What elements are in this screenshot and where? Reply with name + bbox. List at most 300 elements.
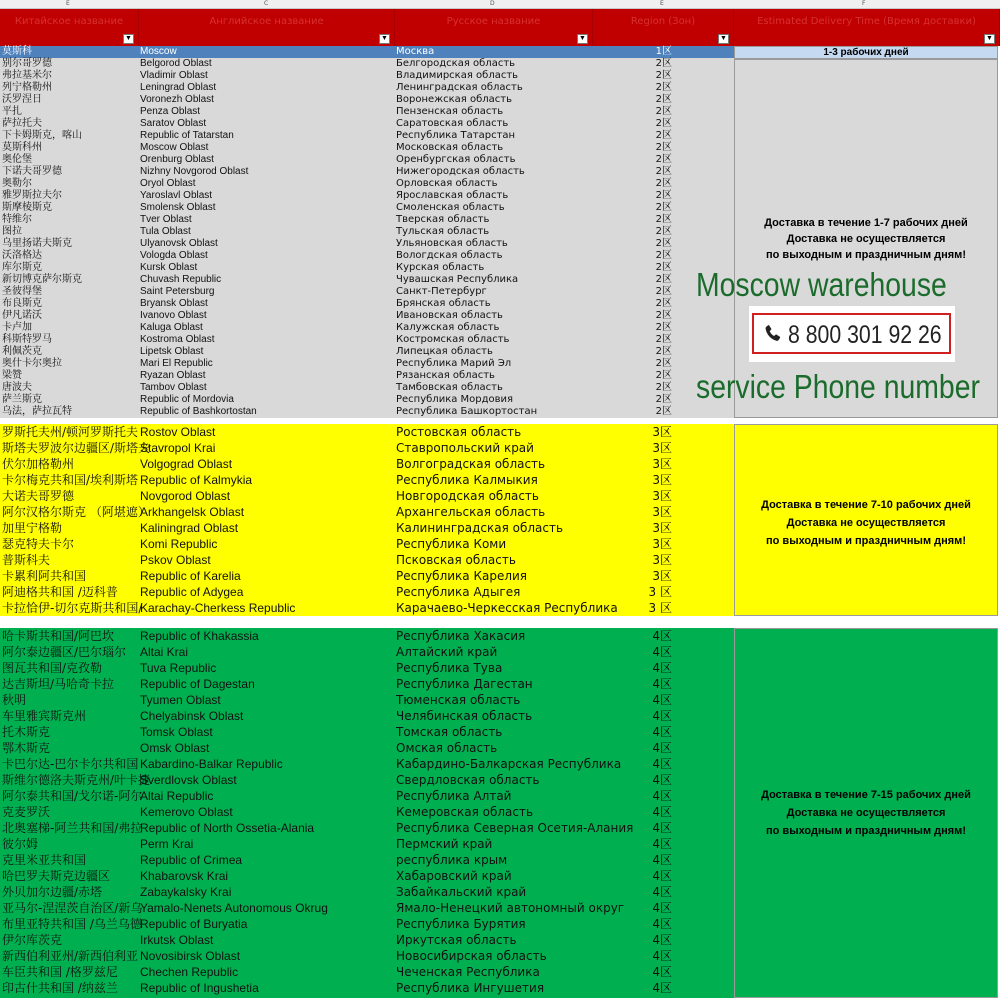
chinese-name-cell[interactable]: 布良斯克 <box>2 298 42 309</box>
english-name-cell[interactable]: Irkutsk Oblast <box>140 933 214 947</box>
region-cell[interactable]: 2区 <box>655 358 672 369</box>
table-row[interactable] <box>0 584 734 600</box>
english-name-cell[interactable]: Republic of Karelia <box>140 569 241 583</box>
english-name-cell[interactable]: Penza Oblast <box>140 106 201 117</box>
russian-name-cell[interactable]: Ямало-Ненецкий автономный округ <box>396 901 625 915</box>
column-letter[interactable]: F <box>862 0 866 7</box>
english-name-cell[interactable]: Chuvash Republic <box>140 274 222 285</box>
chinese-name-cell[interactable]: 萨兰斯克 <box>2 394 42 405</box>
chinese-name-cell[interactable]: 库尔斯克 <box>2 262 42 273</box>
region-cell[interactable]: 4区 <box>652 693 672 707</box>
russian-name-cell[interactable]: Республика Мордовия <box>396 394 514 405</box>
english-name-cell[interactable]: Saratov Oblast <box>140 118 207 129</box>
table-row[interactable] <box>0 46 734 58</box>
russian-name-cell[interactable]: Тверская область <box>396 214 490 225</box>
table-row[interactable] <box>0 852 734 868</box>
chinese-name-cell[interactable]: 达吉斯坦/马哈奇卡拉 <box>2 677 115 691</box>
table-row[interactable] <box>0 274 734 286</box>
region-cell[interactable]: 2区 <box>655 202 672 213</box>
table-row[interactable] <box>0 932 734 948</box>
russian-name-cell[interactable]: Алтайский край <box>396 645 498 659</box>
table-row[interactable] <box>0 900 734 916</box>
chinese-name-cell[interactable]: 莫斯科州 <box>2 142 42 153</box>
russian-name-cell[interactable]: Республика Дагестан <box>396 677 533 691</box>
region-cell[interactable]: 2区 <box>655 94 672 105</box>
table-row[interactable] <box>0 948 734 964</box>
table-row[interactable] <box>0 214 734 226</box>
chinese-name-cell[interactable]: 平扎 <box>2 106 22 117</box>
chinese-name-cell[interactable]: 北奥塞梯-阿兰共和国/弗拉 <box>2 821 143 835</box>
region-cell[interactable]: 4区 <box>652 821 672 835</box>
region-cell[interactable]: 2区 <box>655 178 672 189</box>
table-row[interactable] <box>0 724 734 740</box>
table-row[interactable] <box>0 346 734 358</box>
table-row[interactable] <box>0 262 734 274</box>
column-letter[interactable]: C <box>264 0 269 7</box>
table-row[interactable] <box>0 238 734 250</box>
chinese-name-cell[interactable]: 唐波夫 <box>2 382 32 393</box>
russian-name-cell[interactable]: Новосибирская область <box>396 949 547 963</box>
english-name-cell[interactable]: Republic of Buryatia <box>140 917 248 931</box>
chinese-name-cell[interactable]: 阿尔汉格尔斯克 （阿堪遮） <box>2 505 150 519</box>
region-cell[interactable]: 4区 <box>652 949 672 963</box>
russian-name-cell[interactable]: Смоленская область <box>396 202 505 213</box>
table-row[interactable] <box>0 310 734 322</box>
english-name-cell[interactable]: Tver Oblast <box>140 214 192 225</box>
english-name-cell[interactable]: Republic of Tatarstan <box>140 130 234 141</box>
chinese-name-cell[interactable]: 斯维尔德洛夫斯克州/叶卡捷 <box>2 773 151 787</box>
table-row[interactable] <box>0 178 734 190</box>
english-name-cell[interactable]: Kaluga Oblast <box>140 322 203 333</box>
english-name-cell[interactable]: Republic of Kalmykia <box>140 473 253 487</box>
english-name-cell[interactable]: Tambov Oblast <box>140 382 207 393</box>
region-cell[interactable]: 1区 <box>655 46 672 57</box>
russian-name-cell[interactable]: Костромская область <box>396 334 510 345</box>
russian-name-cell[interactable]: Ивановская область <box>396 310 503 321</box>
russian-name-cell[interactable]: Хабаровский край <box>396 869 512 883</box>
english-name-cell[interactable]: Karachay-Cherkess Republic <box>140 601 296 615</box>
english-name-cell[interactable]: Stavropol Krai <box>140 441 216 455</box>
russian-name-cell[interactable]: Пермский край <box>396 837 493 851</box>
russian-name-cell[interactable]: Томская область <box>396 725 503 739</box>
region-cell[interactable]: 3区 <box>652 569 672 583</box>
region-cell[interactable]: 2区 <box>655 70 672 81</box>
chinese-name-cell[interactable]: 卡卢加 <box>2 322 32 333</box>
region-cell[interactable]: 4区 <box>652 789 672 803</box>
chinese-name-cell[interactable]: 卡巴尔达-巴尔卡尔共和国 <box>2 757 139 771</box>
english-name-cell[interactable]: Yaroslavl Oblast <box>140 190 213 201</box>
chinese-name-cell[interactable]: 布里亚特共和国 /乌兰乌德 <box>2 917 142 931</box>
english-name-cell[interactable]: Nizhny Novgorod Oblast <box>140 166 249 177</box>
region-cell[interactable]: 2区 <box>655 154 672 165</box>
russian-name-cell[interactable]: Забайкальский край <box>396 885 527 899</box>
table-row[interactable] <box>0 472 734 488</box>
english-name-cell[interactable]: Altai Republic <box>140 789 214 803</box>
table-row[interactable] <box>0 868 734 884</box>
chinese-name-cell[interactable]: 奥伦堡 <box>2 154 32 165</box>
region-cell[interactable]: 2区 <box>655 370 672 381</box>
table-row[interactable] <box>0 298 734 310</box>
region-cell[interactable]: 2区 <box>655 226 672 237</box>
english-name-cell[interactable]: Tuva Republic <box>140 661 217 675</box>
english-name-cell[interactable]: Zabaykalsky Krai <box>140 885 232 899</box>
chinese-name-cell[interactable]: 图拉 <box>2 226 22 237</box>
english-name-cell[interactable]: Oryol Oblast <box>140 178 196 189</box>
russian-name-cell[interactable]: Иркутская область <box>396 933 517 947</box>
chinese-name-cell[interactable]: 鄂木斯克 <box>2 741 51 755</box>
english-name-cell[interactable]: Kostroma Oblast <box>140 334 215 345</box>
zone1-delivery-cell[interactable] <box>734 46 998 59</box>
region-cell[interactable]: 4区 <box>652 805 672 819</box>
table-row[interactable] <box>0 740 734 756</box>
region-cell[interactable]: 4区 <box>652 933 672 947</box>
russian-name-cell[interactable]: Волгоградская область <box>396 457 546 471</box>
region-cell[interactable]: 4区 <box>652 853 672 867</box>
russian-name-cell[interactable]: Московская область <box>396 142 504 153</box>
table-row[interactable] <box>0 836 734 852</box>
zone2-delivery-cell[interactable] <box>734 59 998 418</box>
english-name-cell[interactable]: Altai Krai <box>140 645 189 659</box>
region-cell[interactable]: 2区 <box>655 322 672 333</box>
table-row[interactable] <box>0 394 734 406</box>
region-cell[interactable]: 4区 <box>652 741 672 755</box>
russian-name-cell[interactable]: Республика Тува <box>396 661 503 675</box>
chinese-name-cell[interactable]: 罗斯托夫州/顿河罗斯托夫 <box>2 425 139 439</box>
table-row[interactable] <box>0 440 734 456</box>
chinese-name-cell[interactable]: 哈巴罗夫斯克边疆区 <box>2 869 111 883</box>
english-name-cell[interactable]: Moscow Oblast <box>140 142 209 153</box>
filter-dropdown-icon[interactable]: ▼ <box>577 34 588 44</box>
chinese-name-cell[interactable]: 卡尔梅克共和国/埃利斯塔 <box>2 473 139 487</box>
table-row[interactable] <box>0 660 734 676</box>
chinese-name-cell[interactable]: 下卡姆斯克，喀山 <box>2 130 82 141</box>
russian-name-cell[interactable]: Оренбургская область <box>396 154 516 165</box>
russian-name-cell[interactable]: Ставропольский край <box>396 441 534 455</box>
english-name-cell[interactable]: Smolensk Oblast <box>140 202 216 213</box>
region-cell[interactable]: 2区 <box>655 334 672 345</box>
chinese-name-cell[interactable]: 哈卡斯共和国/阿巴坎 <box>2 629 115 643</box>
table-row[interactable] <box>0 644 734 660</box>
region-cell[interactable]: 2区 <box>655 106 672 117</box>
russian-name-cell[interactable]: Архангельская область <box>396 505 546 519</box>
chinese-name-cell[interactable]: 伏尔加格勒州 <box>2 457 75 471</box>
english-name-cell[interactable]: Kursk Oblast <box>140 262 198 273</box>
region-cell[interactable]: 2区 <box>655 262 672 273</box>
russian-name-cell[interactable]: Ульяновская область <box>396 238 508 249</box>
region-cell[interactable]: 2区 <box>655 310 672 321</box>
region-cell[interactable]: 3区 <box>652 537 672 551</box>
table-row[interactable] <box>0 980 734 996</box>
russian-name-cell[interactable]: Брянская область <box>396 298 491 309</box>
russian-name-cell[interactable]: Орловская область <box>396 178 498 189</box>
english-name-cell[interactable]: Ivanovo Oblast <box>140 310 207 321</box>
english-name-cell[interactable]: Republic of Khakassia <box>140 629 259 643</box>
russian-name-cell[interactable]: Республика Карелия <box>396 569 528 583</box>
english-name-cell[interactable]: Vologda Oblast <box>140 250 208 261</box>
russian-name-cell[interactable]: Курская область <box>396 262 485 273</box>
chinese-name-cell[interactable]: 车臣共和国 /格罗兹尼 <box>2 965 118 979</box>
filter-dropdown-icon[interactable]: ▼ <box>718 34 729 44</box>
region-cell[interactable]: 2区 <box>655 238 672 249</box>
russian-name-cell[interactable]: Республика Марий Эл <box>396 358 512 369</box>
chinese-name-cell[interactable]: 科斯特罗马 <box>2 334 52 345</box>
chinese-name-cell[interactable]: 沃罗涅日 <box>2 94 42 105</box>
russian-name-cell[interactable]: Кабардино-Балкарская Республика <box>396 757 622 771</box>
russian-name-cell[interactable]: Республика Адыгея <box>396 585 521 599</box>
chinese-name-cell[interactable]: 利佩茨克 <box>2 346 42 357</box>
table-row[interactable] <box>0 82 734 94</box>
table-row[interactable] <box>0 692 734 708</box>
table-row[interactable] <box>0 804 734 820</box>
table-row[interactable] <box>0 552 734 568</box>
region-cell[interactable]: 3 区 <box>648 585 672 599</box>
table-row[interactable] <box>0 358 734 370</box>
region-cell[interactable]: 2区 <box>655 346 672 357</box>
english-name-cell[interactable]: Orenburg Oblast <box>140 154 214 165</box>
region-cell[interactable]: 4区 <box>652 837 672 851</box>
russian-name-cell[interactable]: Чувашская Республика <box>396 274 519 285</box>
region-cell[interactable]: 2区 <box>655 286 672 297</box>
table-row[interactable] <box>0 94 734 106</box>
english-name-cell[interactable]: Komi Republic <box>140 537 218 551</box>
english-name-cell[interactable]: Chelyabinsk Oblast <box>140 709 244 723</box>
region-cell[interactable]: 2区 <box>655 394 672 405</box>
table-row[interactable] <box>0 424 734 440</box>
table-row[interactable] <box>0 964 734 980</box>
english-name-cell[interactable]: Lipetsk Oblast <box>140 346 204 357</box>
region-cell[interactable]: 4区 <box>652 661 672 675</box>
filter-dropdown-icon[interactable]: ▼ <box>984 34 995 44</box>
table-row[interactable] <box>0 106 734 118</box>
russian-name-cell[interactable]: Ростовская область <box>396 425 522 439</box>
chinese-name-cell[interactable]: 梁赞 <box>2 370 22 381</box>
english-name-cell[interactable]: Republic of Ingushetia <box>140 981 259 995</box>
english-name-cell[interactable]: Omsk Oblast <box>140 741 210 755</box>
english-name-cell[interactable]: Ulyanovsk Oblast <box>140 238 218 249</box>
russian-name-cell[interactable]: Челябинская область <box>396 709 533 723</box>
table-row[interactable] <box>0 488 734 504</box>
english-name-cell[interactable]: Kabardino-Balkar Republic <box>140 757 283 771</box>
russian-name-cell[interactable]: Калужская область <box>396 322 500 333</box>
russian-name-cell[interactable]: республика крым <box>396 853 508 867</box>
table-row[interactable] <box>0 202 734 214</box>
english-name-cell[interactable]: Chechen Republic <box>140 965 239 979</box>
russian-name-cell[interactable]: Республика Северная Осетия-Алания <box>396 821 634 835</box>
region-cell[interactable]: 3区 <box>652 473 672 487</box>
russian-name-cell[interactable]: Владимирская область <box>396 70 519 81</box>
english-name-cell[interactable]: Republic of Dagestan <box>140 677 255 691</box>
chinese-name-cell[interactable]: 普斯科夫 <box>2 553 51 567</box>
chinese-name-cell[interactable]: 卡累利阿共和国 <box>2 569 87 583</box>
table-row[interactable] <box>0 788 734 804</box>
table-row[interactable] <box>0 756 734 772</box>
russian-name-cell[interactable]: Воронежская область <box>396 94 513 105</box>
region-cell[interactable]: 4区 <box>652 757 672 771</box>
region-cell[interactable]: 2区 <box>655 406 672 417</box>
region-cell[interactable]: 3区 <box>652 553 672 567</box>
chinese-name-cell[interactable]: 大诺夫哥罗德 <box>2 489 75 503</box>
table-row[interactable] <box>0 382 734 394</box>
region-cell[interactable]: 2区 <box>655 382 672 393</box>
russian-name-cell[interactable]: Ленинградская область <box>396 82 523 93</box>
chinese-name-cell[interactable]: 印古什共和国 /纳兹兰 <box>2 981 118 995</box>
chinese-name-cell[interactable]: 克里米亚共和国 <box>2 853 87 867</box>
table-row[interactable] <box>0 676 734 692</box>
table-row[interactable] <box>0 600 734 616</box>
chinese-name-cell[interactable]: 弗拉基米尔 <box>2 70 52 81</box>
table-row[interactable] <box>0 772 734 788</box>
chinese-name-cell[interactable]: 秋明 <box>2 693 27 707</box>
table-row[interactable] <box>0 334 734 346</box>
english-name-cell[interactable]: Perm Krai <box>140 837 194 851</box>
region-cell[interactable]: 2区 <box>655 190 672 201</box>
russian-name-cell[interactable]: Республика Башкортостан <box>396 406 538 417</box>
region-cell[interactable]: 4区 <box>652 677 672 691</box>
chinese-name-cell[interactable]: 外贝加尔边疆/赤塔 <box>2 885 103 899</box>
table-row[interactable] <box>0 250 734 262</box>
english-name-cell[interactable]: Tula Oblast <box>140 226 191 237</box>
russian-name-cell[interactable]: Республика Алтай <box>396 789 512 803</box>
russian-name-cell[interactable]: Кемеровская область <box>396 805 534 819</box>
chinese-name-cell[interactable]: 图瓦共和国/克孜勒 <box>2 661 103 675</box>
chinese-name-cell[interactable]: 圣彼得堡 <box>2 286 42 297</box>
chinese-name-cell[interactable]: 卡拉恰伊-切尔克斯共和国/ <box>2 601 143 615</box>
table-row[interactable] <box>0 536 734 552</box>
region-cell[interactable]: 2区 <box>655 58 672 69</box>
region-cell[interactable]: 4区 <box>652 725 672 739</box>
region-cell[interactable]: 3区 <box>652 505 672 519</box>
chinese-name-cell[interactable]: 奥勒尔 <box>2 178 32 189</box>
table-row[interactable] <box>0 916 734 932</box>
chinese-name-cell[interactable]: 瑟克特夫卡尔 <box>2 537 75 551</box>
russian-name-cell[interactable]: Тюменская область <box>396 693 521 707</box>
english-name-cell[interactable]: Novosibirsk Oblast <box>140 949 241 963</box>
russian-name-cell[interactable]: Новгородская область <box>396 489 539 503</box>
russian-name-cell[interactable]: Москва <box>396 46 435 57</box>
english-name-cell[interactable]: Bryansk Oblast <box>140 298 208 309</box>
chinese-name-cell[interactable]: 别尔哥罗德 <box>2 58 52 69</box>
zone3-delivery-cell[interactable] <box>734 424 998 616</box>
russian-name-cell[interactable]: Рязанская область <box>396 370 495 381</box>
filter-dropdown-icon[interactable]: ▼ <box>379 34 390 44</box>
region-cell[interactable]: 2区 <box>655 274 672 285</box>
region-cell[interactable]: 2区 <box>655 166 672 177</box>
english-name-cell[interactable]: Belgorod Oblast <box>140 58 212 69</box>
column-letter[interactable]: D <box>490 0 495 7</box>
russian-name-cell[interactable]: Саратовская область <box>396 118 509 129</box>
english-name-cell[interactable]: Arkhangelsk Oblast <box>140 505 245 519</box>
chinese-name-cell[interactable]: 萨拉托夫 <box>2 118 42 129</box>
region-cell[interactable]: 2区 <box>655 130 672 141</box>
table-row[interactable] <box>0 58 734 70</box>
english-name-cell[interactable]: Saint Petersburg <box>140 286 215 297</box>
table-row[interactable] <box>0 154 734 166</box>
chinese-name-cell[interactable]: 阿尔泰共和国/戈尔诺-阿尔 <box>2 789 143 803</box>
english-name-cell[interactable]: Tyumen Oblast <box>140 693 221 707</box>
region-cell[interactable]: 4区 <box>652 869 672 883</box>
table-row[interactable] <box>0 226 734 238</box>
russian-name-cell[interactable]: Липецкая область <box>396 346 493 357</box>
table-row[interactable] <box>0 286 734 298</box>
region-cell[interactable]: 3区 <box>652 489 672 503</box>
chinese-name-cell[interactable]: 乌法，萨拉瓦特 <box>2 406 72 417</box>
chinese-name-cell[interactable]: 新西伯利亚州/新西伯利亚 <box>2 949 139 963</box>
chinese-name-cell[interactable]: 斯塔夫罗波尔边疆区/斯塔夫 <box>2 441 151 455</box>
english-name-cell[interactable]: Khabarovsk Krai <box>140 869 229 883</box>
russian-name-cell[interactable]: Омская область <box>396 741 498 755</box>
chinese-name-cell[interactable]: 阿迪格共和国 /迈科普 <box>2 585 118 599</box>
region-cell[interactable]: 4区 <box>652 901 672 915</box>
table-row[interactable] <box>0 520 734 536</box>
russian-name-cell[interactable]: Республика Калмыкия <box>396 473 538 487</box>
english-name-cell[interactable]: Yamalo-Nenets Autonomous Okrug <box>140 901 328 915</box>
filter-dropdown-icon[interactable]: ▼ <box>123 34 134 44</box>
table-row[interactable] <box>0 708 734 724</box>
region-cell[interactable]: 3区 <box>652 441 672 455</box>
chinese-name-cell[interactable]: 雅罗斯拉夫尔 <box>2 190 62 201</box>
region-cell[interactable]: 3区 <box>652 425 672 439</box>
region-cell[interactable]: 4区 <box>652 645 672 659</box>
english-name-cell[interactable]: Sverdlovsk Oblast <box>140 773 237 787</box>
russian-name-cell[interactable]: Республика Ингушетия <box>396 981 545 995</box>
chinese-name-cell[interactable]: 托木斯克 <box>2 725 51 739</box>
region-cell[interactable]: 4区 <box>652 885 672 899</box>
zone4-delivery-cell[interactable] <box>734 628 998 998</box>
table-row[interactable] <box>0 130 734 142</box>
table-row[interactable] <box>0 628 734 644</box>
region-cell[interactable]: 4区 <box>652 773 672 787</box>
russian-name-cell[interactable]: Республика Татарстан <box>396 130 516 141</box>
english-name-cell[interactable]: Republic of Adygea <box>140 585 244 599</box>
chinese-name-cell[interactable]: 特维尔 <box>2 214 32 225</box>
chinese-name-cell[interactable]: 乌里扬诺夫斯克 <box>2 238 72 249</box>
chinese-name-cell[interactable]: 加里宁格勒 <box>2 521 63 535</box>
english-name-cell[interactable]: Kemerovo Oblast <box>140 805 233 819</box>
table-row[interactable] <box>0 190 734 202</box>
chinese-name-cell[interactable]: 新切博克萨尔斯克 <box>2 274 82 285</box>
region-cell[interactable]: 2区 <box>655 250 672 261</box>
russian-name-cell[interactable]: Тамбовская область <box>396 382 503 393</box>
english-name-cell[interactable]: Mari El Republic <box>140 358 213 369</box>
chinese-name-cell[interactable]: 奥什卡尔奥拉 <box>2 358 62 369</box>
chinese-name-cell[interactable]: 克麦罗沃 <box>2 805 51 819</box>
region-cell[interactable]: 3区 <box>652 521 672 535</box>
table-row[interactable] <box>0 884 734 900</box>
english-name-cell[interactable]: Voronezh Oblast <box>140 94 214 105</box>
region-cell[interactable]: 4区 <box>652 709 672 723</box>
region-cell[interactable]: 2区 <box>655 298 672 309</box>
table-row[interactable] <box>0 142 734 154</box>
region-cell[interactable]: 3 区 <box>648 601 672 615</box>
english-name-cell[interactable]: Ryazan Oblast <box>140 370 206 381</box>
chinese-name-cell[interactable]: 莫斯科 <box>2 46 32 57</box>
russian-name-cell[interactable]: Свердловская область <box>396 773 540 787</box>
russian-name-cell[interactable]: Санкт-Петербург <box>396 286 487 297</box>
chinese-name-cell[interactable]: 伊尔库茨克 <box>2 933 63 947</box>
chinese-name-cell[interactable]: 斯摩棱斯克 <box>2 202 52 213</box>
table-row[interactable] <box>0 370 734 382</box>
table-row[interactable] <box>0 118 734 130</box>
chinese-name-cell[interactable]: 阿尔泰边疆区/巴尔瑙尔 <box>2 645 127 659</box>
english-name-cell[interactable]: Volgograd Oblast <box>140 457 233 471</box>
russian-name-cell[interactable]: Республика Коми <box>396 537 507 551</box>
column-letter[interactable]: E <box>660 0 664 7</box>
english-name-cell[interactable]: Kaliningrad Oblast <box>140 521 239 535</box>
russian-name-cell[interactable]: Калининградская область <box>396 521 564 535</box>
table-row[interactable] <box>0 406 734 418</box>
english-name-cell[interactable]: Novgorod Oblast <box>140 489 231 503</box>
english-name-cell[interactable]: Pskov Oblast <box>140 553 211 567</box>
